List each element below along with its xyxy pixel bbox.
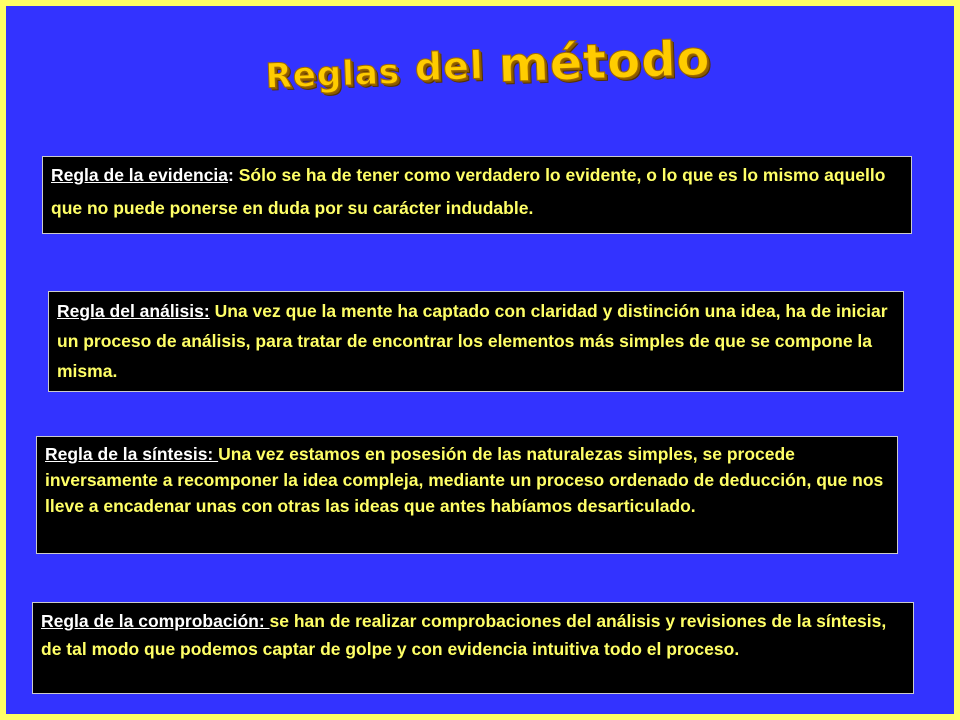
rule-text-sintesis: Una vez estamos en posesión de las naturalezas simples, se procede inversamente a recomponer la idea compleja, mediante un proceso ordenado de deducción, que nos lleve a encadenar unas con otras las ideas que antes habíamos desarticulado. [45, 444, 884, 516]
rule-label-analisis: Regla del análisis: [57, 301, 210, 321]
rule-label-evidencia: Regla de la evidencia [51, 165, 229, 185]
rule-box-comprobacion [32, 602, 914, 694]
rule-box-evidencia [42, 156, 912, 234]
rule-text-evidencia: Sólo se ha de tener como verdadero lo evidente, o lo que es lo mismo aquello que no puede ponerse en duda por su carácter indudable. [51, 165, 886, 218]
rule-label-sintesis: Regla de la síntesis: [45, 444, 219, 464]
title-word-1: Reglas [264, 52, 401, 97]
slide-title [13, 21, 960, 110]
title-word-3: método [497, 30, 712, 94]
rule-label-comprobacion: Regla de la comprobación: [41, 611, 270, 631]
rule-separator: : [228, 165, 234, 185]
rule-box-analisis [48, 291, 904, 392]
rule-box-sintesis [36, 436, 898, 554]
rule-text-comprobacion: se han de realizar comprobaciones del análisis y revisiones de la síntesis, de tal modo que podemos captar de golpe y con evidencia intuitiva todo el proceso. [41, 611, 887, 659]
slide [6, 6, 954, 714]
rule-text-analisis: Una vez que la mente ha captado con claridad y distinción una idea, ha de iniciar un proceso de análisis, para tratar de encontrar los elementos más simples de que se compone la misma. [57, 301, 888, 381]
title-word-2: del [414, 43, 485, 90]
